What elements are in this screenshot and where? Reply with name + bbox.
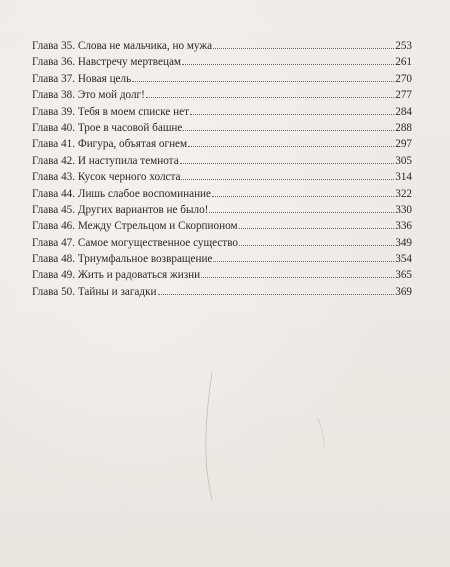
- toc-entry-title: Глава 48. Триумфальное возвращение: [32, 253, 213, 266]
- toc-entry: [32, 54, 412, 70]
- toc-dot-leader: [209, 212, 394, 213]
- toc-entry: [32, 202, 412, 218]
- toc-entry-page: 297: [395, 138, 412, 151]
- toc-entry: [32, 169, 412, 185]
- toc-entry-title: Глава 49. Жить и радоваться жизни: [32, 269, 201, 282]
- toc-entry-page: 305: [395, 154, 412, 167]
- toc-entry-page: 369: [395, 285, 412, 298]
- toc-entry: [32, 186, 412, 202]
- toc-entry-page: 322: [395, 187, 412, 200]
- toc-dot-leader: [188, 146, 394, 147]
- toc-entry-title: Глава 35. Слова не мальчика, но мужа: [32, 40, 213, 52]
- toc-entry: [32, 218, 412, 234]
- toc-dot-leader: [190, 114, 394, 115]
- toc-dot-leader: [180, 163, 395, 164]
- toc-entry-page: 270: [395, 72, 412, 85]
- toc-entry-title: Глава 40. Трое в часовой башне: [32, 121, 183, 134]
- toc-dot-leader: [213, 48, 394, 49]
- toc-entry: [32, 153, 412, 169]
- toc-entry: [32, 38, 412, 54]
- toc-dot-leader: [239, 245, 394, 246]
- toc-entry: [32, 120, 412, 136]
- toc-dot-leader: [212, 196, 394, 197]
- toc-entry-title: Глава 37. Новая цель: [32, 72, 132, 85]
- toc-entry-title: Глава 41. Фигура, объятая огнем: [32, 138, 188, 151]
- toc-entry-title: Глава 44. Лишь слабое воспоминание: [32, 187, 212, 200]
- toc-entry-title: Глава 45. Других вариантов не было!: [32, 203, 209, 216]
- toc-entry-page: 330: [395, 203, 412, 216]
- toc-entry-page: 314: [395, 171, 412, 184]
- toc-dot-leader: [181, 179, 394, 180]
- toc-entry-title: Глава 50. Тайны и загадки: [32, 285, 157, 298]
- toc-entry: [32, 104, 412, 120]
- toc-dot-leader: [158, 294, 395, 295]
- toc-entry-page: 336: [395, 220, 412, 233]
- toc-entry-page: 253: [395, 40, 412, 52]
- toc-entry-page: 288: [395, 121, 412, 134]
- toc-dot-leader: [132, 81, 394, 82]
- toc-dot-leader: [146, 97, 394, 98]
- toc-entry-title: Глава 39. Тебя в моем списке нет: [32, 105, 189, 118]
- toc-entry-page: 284: [395, 105, 412, 118]
- toc-dot-leader: [201, 277, 394, 278]
- toc-entry-page: 354: [395, 253, 412, 266]
- toc-entry: [32, 267, 412, 283]
- toc-entry-title: Глава 46. Между Стрельцом и Скорпионом: [32, 220, 238, 233]
- toc-entry: [32, 251, 412, 267]
- toc-entry-page: 365: [395, 269, 412, 282]
- toc-entry-title: Глава 47. Самое могущественное существо: [32, 236, 238, 249]
- toc-entry-title: Глава 36. Навстречу мертвецам: [32, 56, 181, 69]
- toc-entry: [32, 87, 412, 103]
- toc-entry-title: Глава 43. Кусок черного холста: [32, 171, 181, 184]
- toc-dot-leader: [183, 130, 394, 131]
- toc-entry-page: 277: [395, 89, 412, 102]
- toc-entry: [32, 71, 412, 87]
- toc-entry-title: Глава 38. Это мой долг!: [32, 89, 145, 102]
- toc-dot-leader: [239, 228, 395, 229]
- toc-dot-leader: [213, 261, 394, 262]
- toc-entry: [32, 235, 412, 251]
- toc-dot-leader: [182, 64, 394, 65]
- toc-entry-title: Глава 42. И наступила темнота: [32, 154, 179, 167]
- toc-entry: [32, 136, 412, 152]
- table-of-contents: [32, 38, 412, 300]
- toc-entry: [32, 284, 412, 300]
- toc-entry-page: 349: [395, 236, 412, 249]
- toc-entry-page: 261: [395, 56, 412, 69]
